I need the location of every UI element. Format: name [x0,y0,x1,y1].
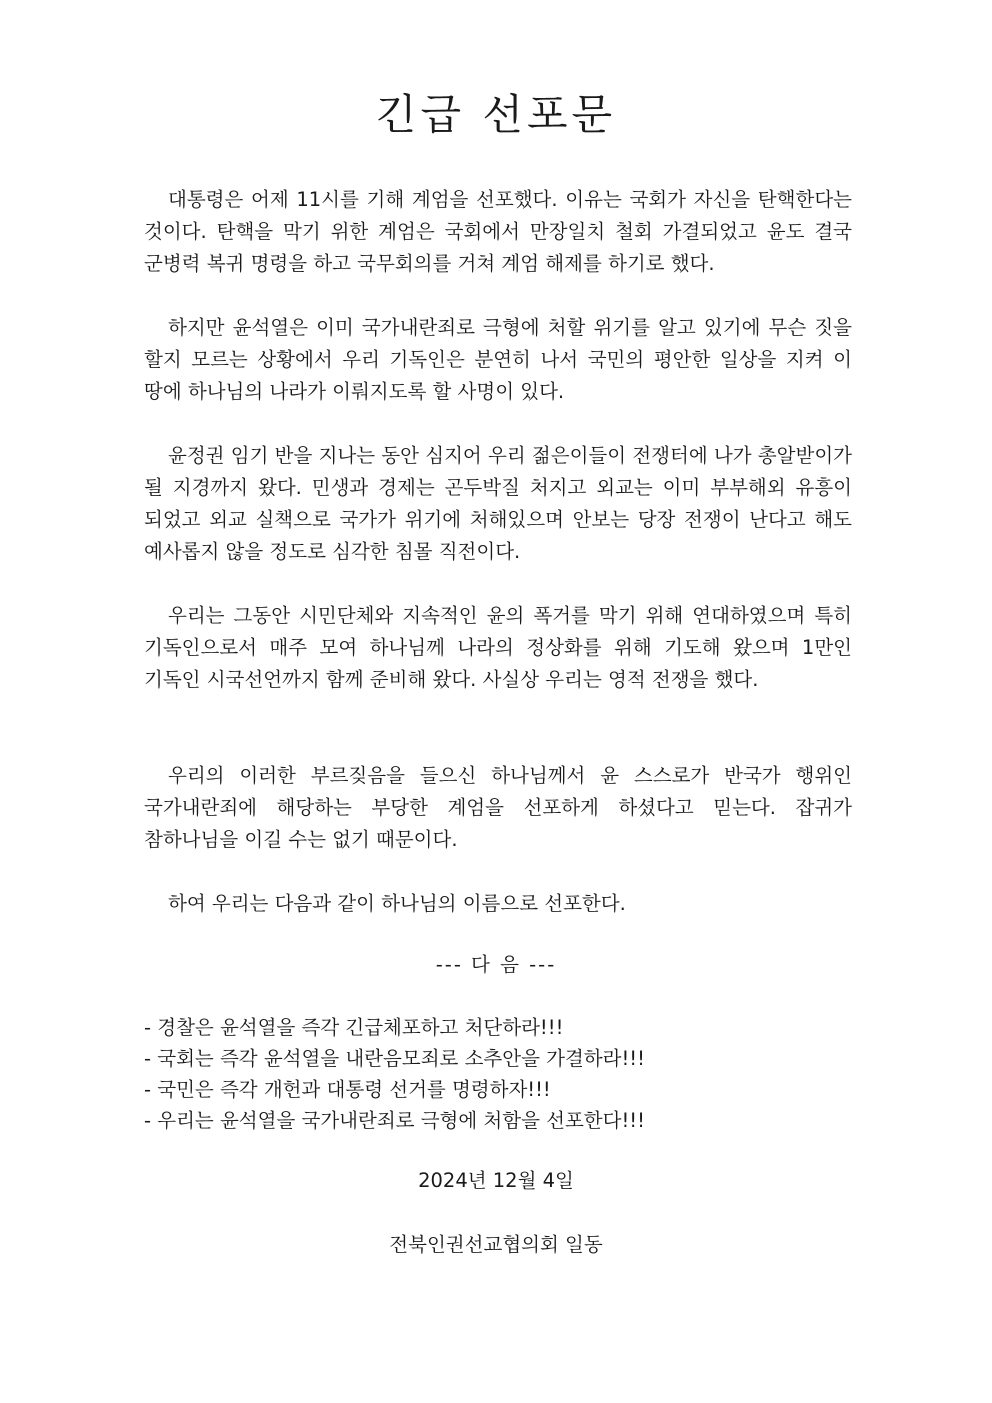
paragraph-3: 윤정권 임기 반을 지나는 동안 심지어 우리 젊은이들이 전쟁터에 나가 총알받이가 될 지경까지 왔다. 민생과 경제는 곤두박질 처지고 외교는 이미 부부해외 유흥이 되었고 외교 실책으로 국가가 위기에 처해있으며 안보는 당장 전쟁이 난다고 해도 예사롭지 않을 정도로 심각한 침몰 직전이다. [144,444,852,563]
paragraph-1: 대통령은 어제 11시를 기해 계엄을 선포했다. 이유는 국회가 자신을 탄핵한다는 것이다. 탄핵을 막기 위한 계엄은 국회에서 만장일치 철회 가결되었고 윤도 결국 군병력 복귀 명령을 하고 국무회의를 거쳐 계엄 해제를 하기로 했다. [144,188,852,275]
declaration-item: - 우리는 윤석열을 국가내란죄로 극형에 처함을 선포한다!!! [144,1109,645,1132]
declaration-item: - 국민은 즉각 개헌과 대통령 선거를 명령하자!!! [144,1078,551,1101]
paragraph-2: 하지만 윤석열은 이미 국가내란죄로 극형에 처할 위기를 알고 있기에 무슨 짓을 할지 모르는 상황에서 우리 기독인은 분연히 나서 국민의 평안한 일상을 지켜 이 땅에 하나님의 나라가 이뤄지도록 할 사명이 있다. [144,316,852,403]
paragraph-6: 하여 우리는 다음과 같이 하나님의 이름으로 선포한다. [168,892,626,915]
document-date: 2024년 12월 4일 [418,1169,574,1192]
declaration-list [144,1012,864,1136]
document-title: 긴급 선포문 [375,90,617,139]
paragraph-4: 우리는 그동안 시민단체와 지속적인 윤의 폭거를 막기 위해 연대하였으며 특히 기독인으로서 매주 모여 하나님께 나라의 정상화를 위해 기도해 왔으며 1만인 기독인 시국선언까지 함께 준비해 왔다. 사실상 우리는 영적 전쟁을 했다. [144,604,852,691]
document-signer: 전북인권선교협의회 일동 [389,1233,603,1256]
declaration-item: - 국회는 즉각 윤석열을 내란음모죄로 소추안을 가결하라!!! [144,1047,645,1070]
declaration-item: - 경찰은 윤석열을 즉각 긴급체포하고 처단하라!!! [144,1016,564,1039]
paragraph-5: 우리의 이러한 부르짖음을 들으신 하나님께서 윤 스스로가 반국가 행위인 국가내란죄에 해당하는 부당한 계엄을 선포하게 하셨다고 믿는다. 잡귀가 참하나님을 이길 수는 없기 때문이다. [144,764,852,851]
separator-heading: --- 다 음 --- [435,953,557,976]
